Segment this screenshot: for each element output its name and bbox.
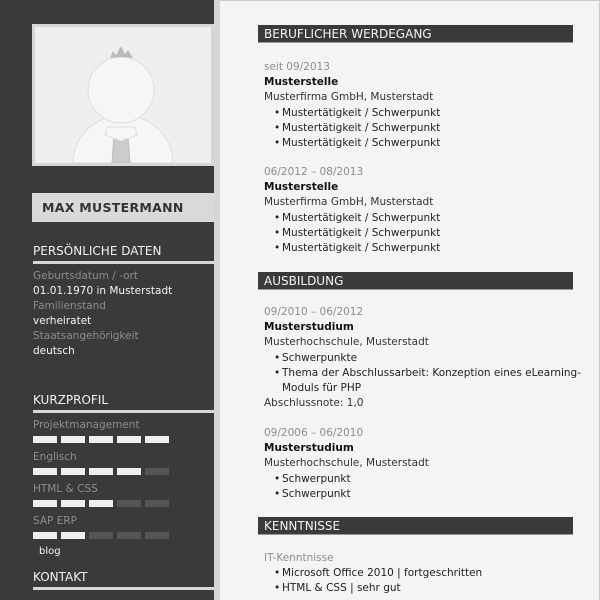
sidebar: [0, 0, 214, 600]
entry-organization: Musterfirma GmbH, Musterstadt: [264, 196, 434, 209]
list-item: • Microsoft Office 2010 | fortgeschritten: [274, 566, 584, 581]
person-name: MAX MUSTERMANN: [32, 193, 214, 222]
skill-level-segment: [89, 532, 113, 539]
education-heading: AUSBILDUNG: [258, 272, 573, 290]
list-item: • Mustertätigkeit / Schwerpunkt: [274, 136, 584, 151]
entry-date: seit 09/2013: [264, 61, 330, 73]
entry-bullets: [274, 351, 584, 397]
skill-level-bar: [33, 532, 169, 539]
entry-date: 09/2010 – 06/2012: [264, 306, 364, 318]
list-item: • Thema der Abschlussarbeit: Konzeption eines eLearning-Moduls für PHP: [274, 366, 584, 396]
entry-title: Musterstudium: [264, 442, 354, 455]
list-item: • Mustertätigkeit / Schwerpunkt: [274, 226, 584, 241]
skill-level-segment: [117, 468, 141, 475]
entry-bullets: [274, 211, 584, 257]
skill-label: SAP ERP: [33, 515, 77, 527]
skill-level-segment: [33, 468, 57, 475]
skill-level-segment: [89, 500, 113, 507]
personal-data-heading: PERSÖNLICHE DATEN: [33, 243, 214, 264]
skill-level-segment: [33, 436, 57, 443]
skill-label: Englisch: [33, 451, 77, 463]
entry-title: Musterstelle: [264, 76, 339, 89]
skill-level-segment: [61, 468, 85, 475]
avatar-placeholder-icon: [35, 27, 211, 163]
skill-level-segment: [61, 436, 85, 443]
skill-level-segment: [145, 500, 169, 507]
entry-title: Musterstudium: [264, 321, 354, 334]
list-item: • Mustertätigkeit / Schwerpunkt: [274, 121, 584, 136]
entry-date: 09/2006 – 06/2010: [264, 427, 364, 439]
blog-link[interactable]: blog: [39, 546, 61, 557]
skill-level-segment: [117, 436, 141, 443]
skill-label: HTML & CSS: [33, 483, 98, 495]
skill-level-segment: [145, 436, 169, 443]
entry-organization: Musterhochschule, Musterstadt: [264, 336, 429, 349]
skill-level-segment: [61, 500, 85, 507]
field-value: 01.01.1970 in Musterstadt: [33, 285, 173, 297]
skill-level-segment: [33, 532, 57, 539]
skill-level-segment: [117, 532, 141, 539]
list-item: • Mustertätigkeit / Schwerpunkt: [274, 241, 584, 256]
entry-title: Musterstelle: [264, 181, 339, 194]
skill-level-segment: [145, 532, 169, 539]
skill-level-segment: [145, 468, 169, 475]
field-label: Geburtsdatum / -ort: [33, 270, 138, 282]
list-item: • Schwerpunkt: [274, 472, 584, 487]
skills-heading: KENNTNISSE: [258, 517, 573, 535]
education-entry: [264, 426, 584, 502]
profile-heading: KURZPROFIL: [33, 392, 214, 413]
career-heading: BERUFLICHER WERDEGANG: [258, 25, 573, 43]
list-item: • Mustertätigkeit / Schwerpunkt: [274, 211, 584, 226]
profile-photo: [32, 24, 214, 166]
skill-level-segment: [61, 532, 85, 539]
contact-heading: KONTAKT: [33, 569, 214, 590]
entry-date: 06/2012 – 08/2013: [264, 166, 364, 178]
entry-bullets: [274, 472, 584, 502]
field-label: Staatsangehörigkeit: [33, 330, 139, 342]
skill-level-bar: [33, 468, 169, 475]
career-entry: [264, 60, 584, 151]
skill-label: Projektmanagement: [33, 419, 140, 431]
list-item: • Schwerpunkt: [274, 487, 584, 502]
list-item: • Mustertätigkeit / Schwerpunkt: [274, 106, 584, 121]
skill-level-segment: [33, 500, 57, 507]
field-label: Familienstand: [33, 300, 106, 312]
skill-level-segment: [89, 468, 113, 475]
skill-level-segment: [89, 436, 113, 443]
field-value: verheiratet: [33, 315, 92, 327]
skill-list: [33, 418, 169, 546]
entry-note: Abschlussnote: 1,0: [264, 397, 364, 410]
personal-data-list: [33, 269, 172, 359]
main-content: [220, 0, 600, 600]
list-item: • Schwerpunkte: [274, 351, 584, 366]
list-item: • HTML & CSS | sehr gut: [274, 581, 584, 596]
it-skills-list: [274, 566, 584, 596]
entry-organization: Musterfirma GmbH, Musterstadt: [264, 91, 434, 104]
skill-level-bar: [33, 500, 169, 507]
field-value: deutsch: [33, 345, 75, 357]
skill-level-bar: [33, 436, 169, 443]
skill-level-segment: [117, 500, 141, 507]
career-entry: [264, 165, 584, 256]
it-skills: [264, 551, 584, 597]
skills-group-label: IT-Kenntnisse: [264, 552, 334, 564]
entry-bullets: [274, 106, 584, 152]
entry-organization: Musterhochschule, Musterstadt: [264, 457, 429, 470]
education-entry: [264, 305, 584, 411]
